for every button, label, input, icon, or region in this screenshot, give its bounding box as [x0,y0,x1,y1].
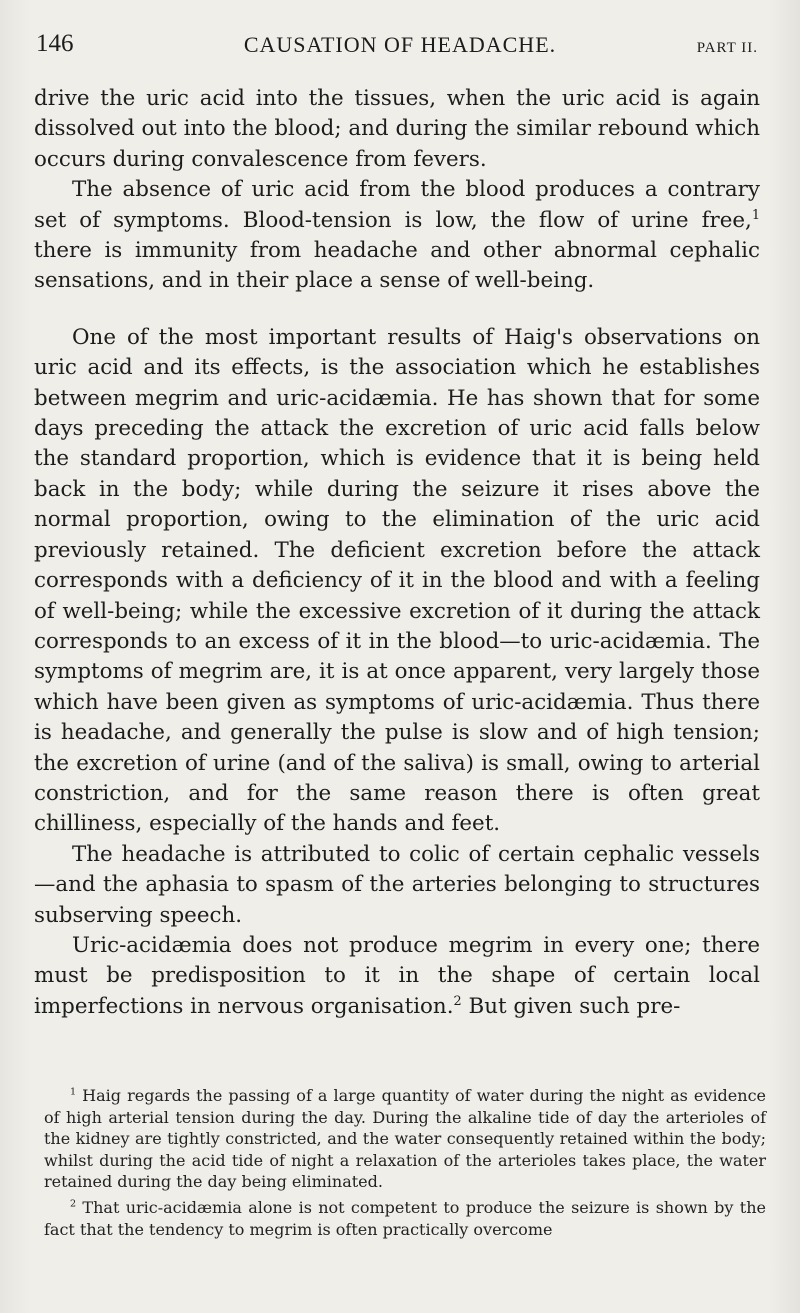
running-title: CAUSATION OF HEADACHE. [243,32,557,57]
footnote-mark-2: 2 [70,1198,77,1210]
paragraph-4: The headache is attributed to colic of certain cephalic vessels—and the aphasia to spasm of the arteries belonging to structures subserving speech. [34,841,760,928]
footnote-2: $^2$ That uric-acidæmia alone is not competent to produce the seizure is shown by the fact that the tendency to megrim is often practically overcome [44,1197,766,1239]
footnote-ref-1: 1 [751,207,760,223]
body-text [34,84,760,1022]
part-label: PART II. [696,40,758,56]
footnote-1: $^1$ Haig regards the passing of a large quantity of water during the night as evidence of high arterial tension during the day. During the alkaline tide of day the arterioles of the kidney are tightly constricted, and the water consequently retained within the body; whilst during the acid tide of night a relaxation of the arterioles takes place, the water retained during the day being eliminated. [44,1086,766,1192]
paragraph-1: drive the uric acid into the tissues, when the uric acid is again dissolved out into the blood; and during the similar rebound which occurs during convalescence from fevers. [34,86,760,172]
page-number: 146 [36,30,74,57]
footnote-ref-2: 2 [453,993,462,1009]
footnote-mark-1: 1 [70,1086,77,1098]
paragraph-3: One of the most important results of Haig's observations on uric acid and its effects, is the association which he establishes between megrim and uric-acidæmia. He has shown that for some days preceding the attack the excretion of uric acid falls below the standard proportion, which is evidence that it is being held back in the body; while during the seizure it rises above the normal proportion, owing to the elimination of the uric acid previously retained. The deficient excretion before the attack corresponds with a deficiency of it in the blood and with a feeling of well-being; while the excessive excretion of it during the attack corresponds to an excess of it in the blood—to uric-acidæmia. The symptoms of megrim are, it is at once apparent, very largely those which have been given as symptoms of uric-acidæmia. Thus there is headache, and generally the pulse is slow and of high tension; the excretion of urine (and of the saliva) is small, owing to arterial constriction, and for the same reason there is often great chilliness, especially of the hands and feet. [34,324,760,837]
paragraph-5: Uric-acidæmia does not produce megrim in every one; there must be predisposition to it in the shape of certain local imperfections in nervous organisation.$^2$ But given such pre- [34,932,760,1019]
running-header [36,30,764,66]
footnotes [44,1085,766,1244]
paragraph-2: The absence of uric acid from the blood produces a contrary set of symptoms. Blood-tension is low, the flow of urine free,$^1$ there is immunity from headache and other abnormal cephalic sensations, and in their place a sense of well-being. [34,177,760,294]
